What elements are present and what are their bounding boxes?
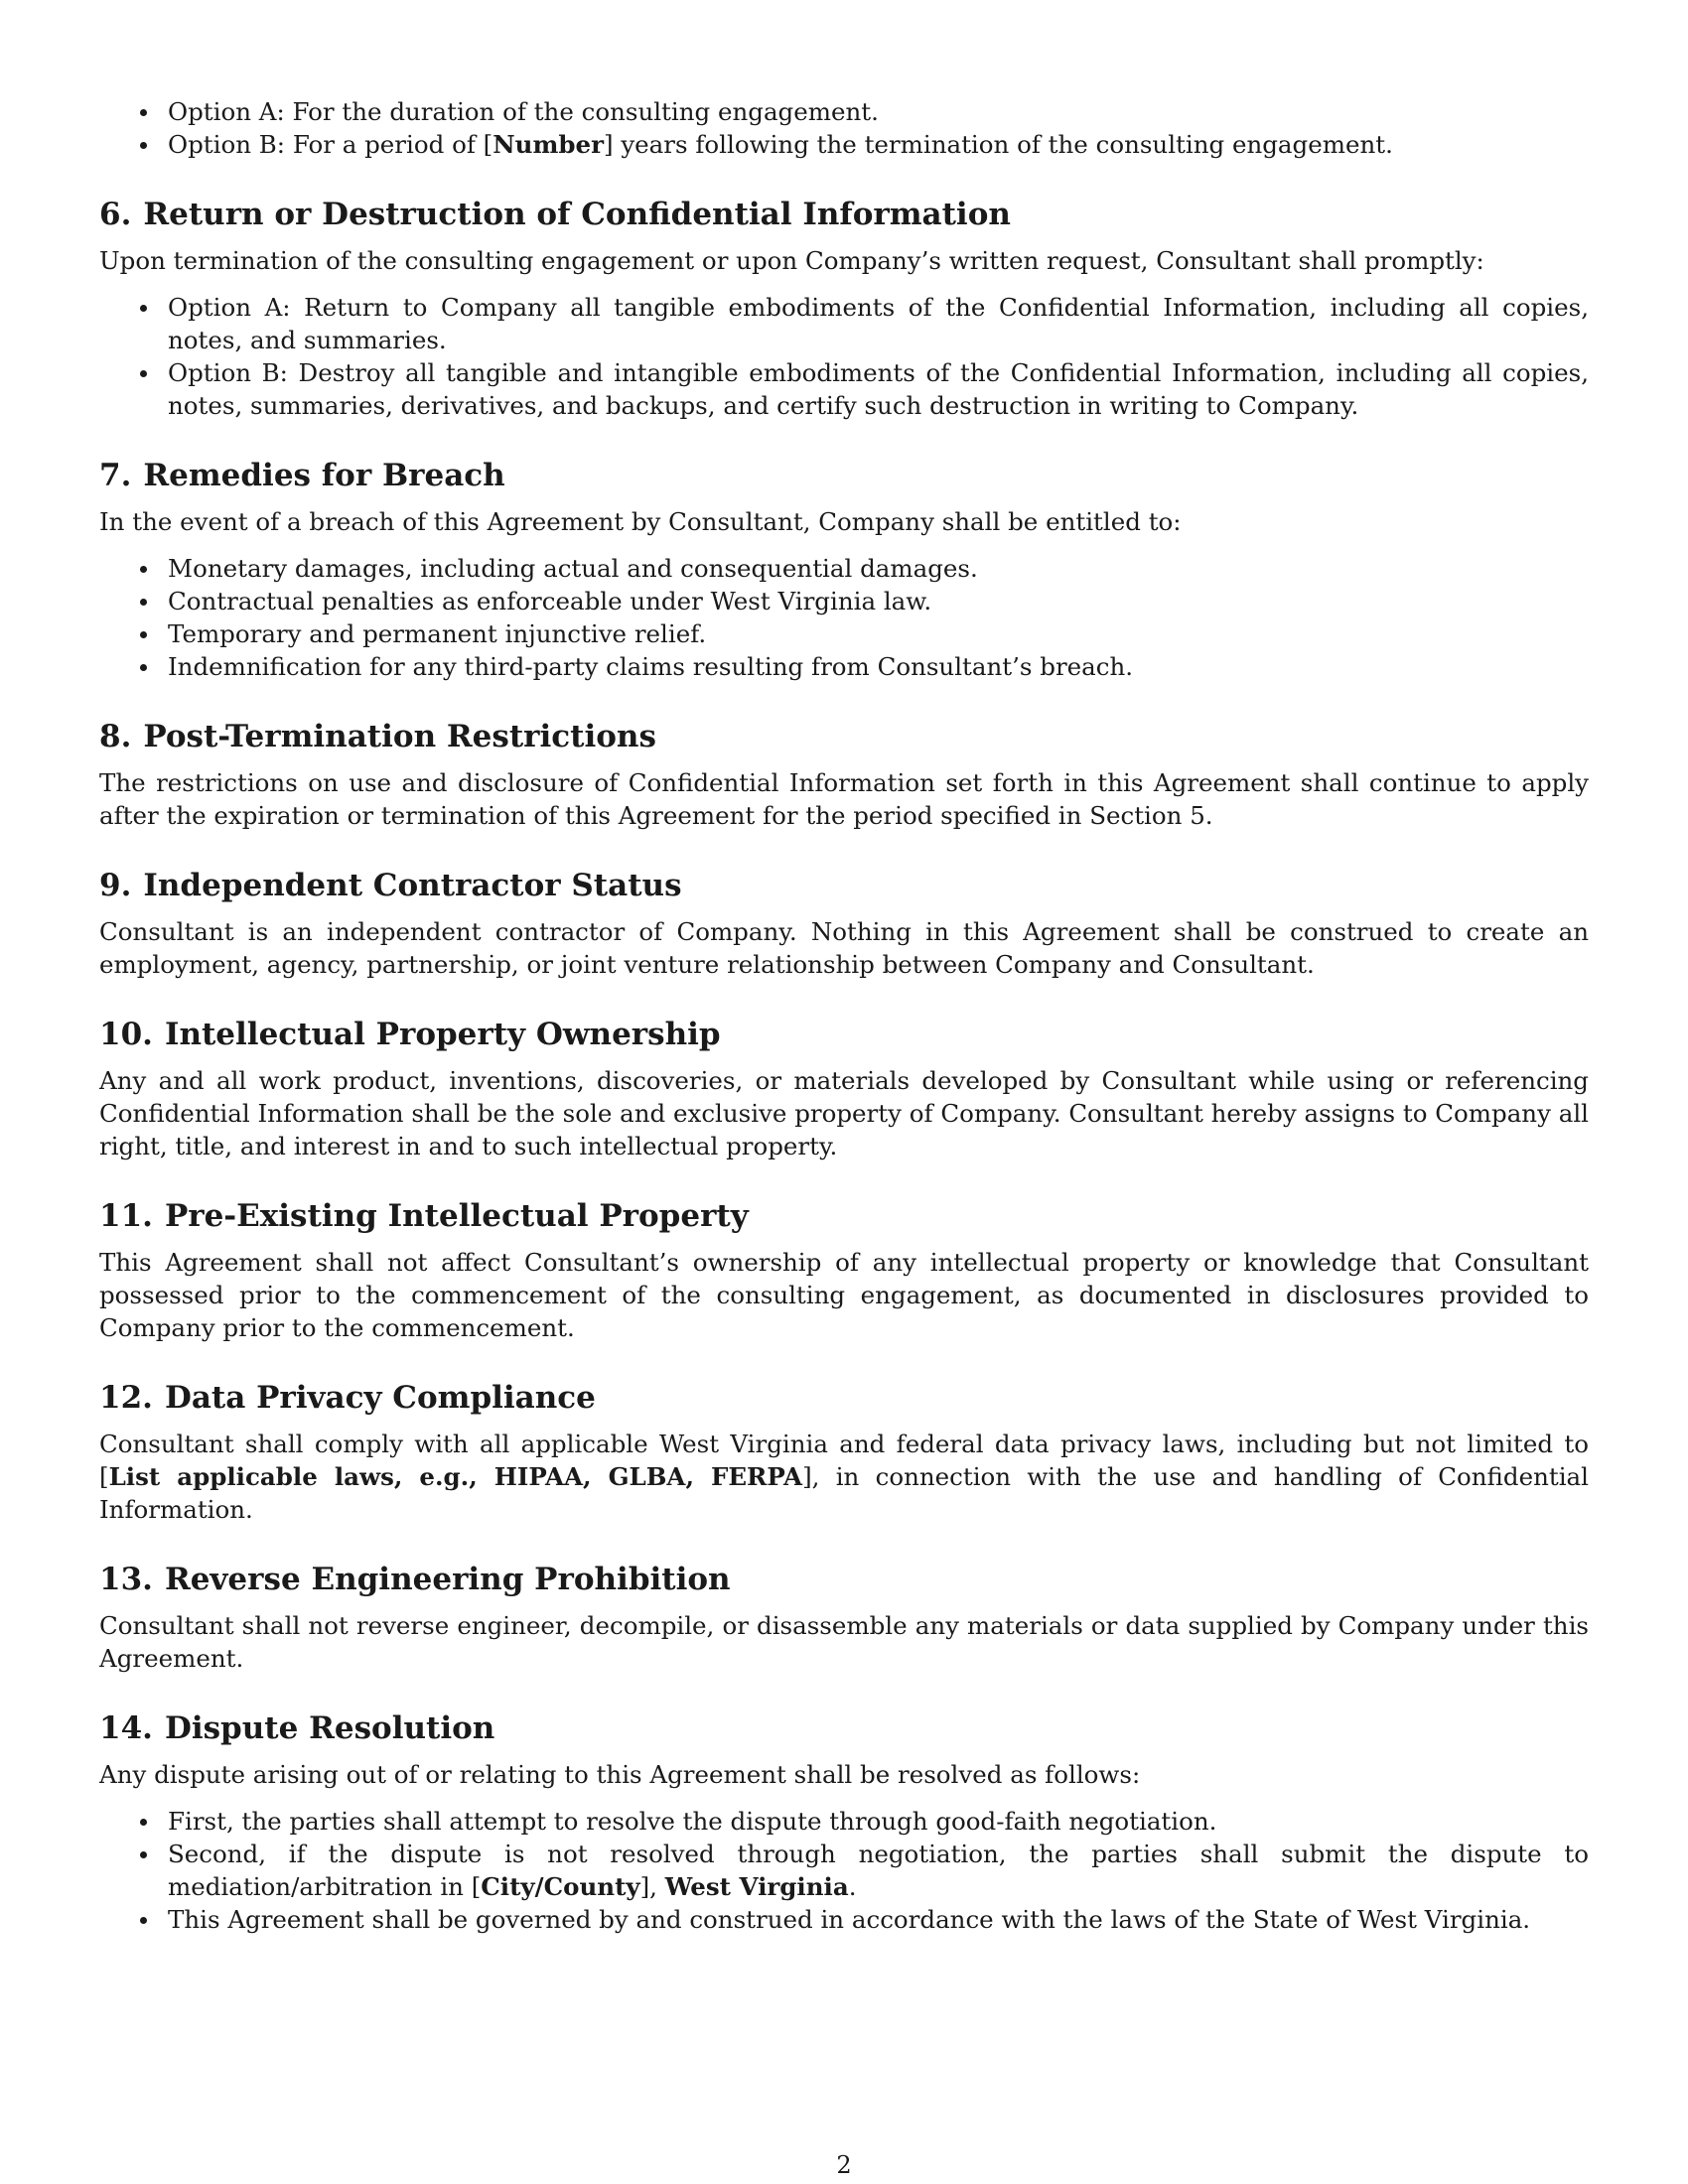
section-heading: 8. Post-Termination Restrictions [99,719,656,754]
list-item: This Agreement shall be governed by and construed in accordance with the laws of the State of West Virginia. [99,1903,1589,1936]
section-11 [99,1196,1589,1344]
list-item: Temporary and permanent injunctive relief. [99,617,1589,650]
section-body: Consultant shall not reverse engineer, decompile, or disassemble any materials or data supplied by Company under this Agreement. [99,1611,1589,1673]
section-9 [99,866,1589,981]
placeholder-number: Number [492,130,604,159]
section-10 [99,1015,1589,1162]
section-body: This Agreement shall not affect Consultant’s ownership of any intellectual property or knowledge that Consultant possessed prior to the commencement of the consulting engagement, as documented in disclosures provided to Company prior to the commencement. [99,1248,1589,1342]
section-body: Any dispute arising out of or relating to this Agreement shall be resolved as follows: [99,1760,1141,1789]
bullet-list [99,552,1589,683]
section-13 [99,1560,1589,1675]
section-heading: 10. Intellectual Property Ownership [99,1017,721,1052]
section-body: Consultant is an independent contractor of Company. Nothing in this Agreement shall be construed to create an employment, agency, partnership, or joint venture relationship between Company and Consultant. [99,917,1589,979]
section-12 [99,1378,1589,1526]
list-item: Option A: For the duration of the consulting engagement. [99,95,1589,128]
section-14 [99,1708,1589,1936]
section-heading: 9. Independent Contractor Status [99,868,682,903]
section-body: The restrictions on use and disclosure of Confidential Information set forth in this Agreement shall continue to apply after the expiration or termination of this Agreement for the period specified in Section 5. [99,768,1589,830]
section-body: Upon termination of the consulting engagement or upon Company’s written request, Consultant shall promptly: [99,246,1484,275]
section-body: Any and all work product, inventions, discoveries, or materials developed by Consultant while using or referencing Confidential Information shall be the sole and exclusive property of Company. Consultant hereby assigns to Company all right, title, and interest in and to such intellectual property. [99,1066,1589,1160]
placeholder-city-county: City/County [481,1872,640,1901]
list-item: Option A: Return to Company all tangible embodiments of the Confidential Information, including all copies, notes, and summaries. [99,291,1589,356]
list-item: Second, if the dispute is not resolved through negotiation, the parties shall submit the dispute to mediation/arbitration in [City/County], West Virginia. [99,1838,1589,1903]
section-heading: 7. Remedies for Breach [99,458,505,493]
bullet-list [99,1805,1589,1936]
placeholder-applicable-laws: List applicable laws, e.g., HIPAA, GLBA, FERPA [108,1462,803,1491]
document-page [99,95,1589,1936]
page-number: 2 [836,2151,852,2179]
list-item: First, the parties shall attempt to resolve the dispute through good-faith negotiation. [99,1805,1589,1838]
section-heading: 13. Reverse Engineering Prohibition [99,1562,731,1597]
section-7 [99,456,1589,683]
section-8 [99,717,1589,832]
intro-bullet-list [99,95,1589,161]
section-6 [99,195,1589,422]
list-item: Contractual penalties as enforceable under West Virginia law. [99,585,1589,617]
list-item: Indemnification for any third-party claims resulting from Consultant’s breach. [99,650,1589,683]
list-item: Option B: Destroy all tangible and intangible embodiments of the Confidential Information, including all copies, notes, summaries, derivatives, and backups, and certify such destruction in writing to Company. [99,356,1589,422]
bullet-list [99,291,1589,422]
section-body: Consultant shall comply with all applicable West Virginia and federal data privacy laws, including but not limited to [List applicable laws, e.g., HIPAA, GLBA, FERPA], in connection with the use and handling of Confidential Information. [99,1430,1589,1524]
list-item: Option B: For a period of [Number] years following the termination of the consulting engagement. [99,128,1589,161]
section-heading: 12. Data Privacy Compliance [99,1380,596,1416]
list-item: Monetary damages, including actual and consequential damages. [99,552,1589,585]
section-body: In the event of a breach of this Agreement by Consultant, Company shall be entitled to: [99,507,1182,536]
section-heading: 11. Pre-Existing Intellectual Property [99,1198,749,1234]
state-name: West Virginia [664,1872,849,1901]
section-heading: 14. Dispute Resolution [99,1710,495,1746]
section-heading: 6. Return or Destruction of Confidential Information [99,197,1011,232]
